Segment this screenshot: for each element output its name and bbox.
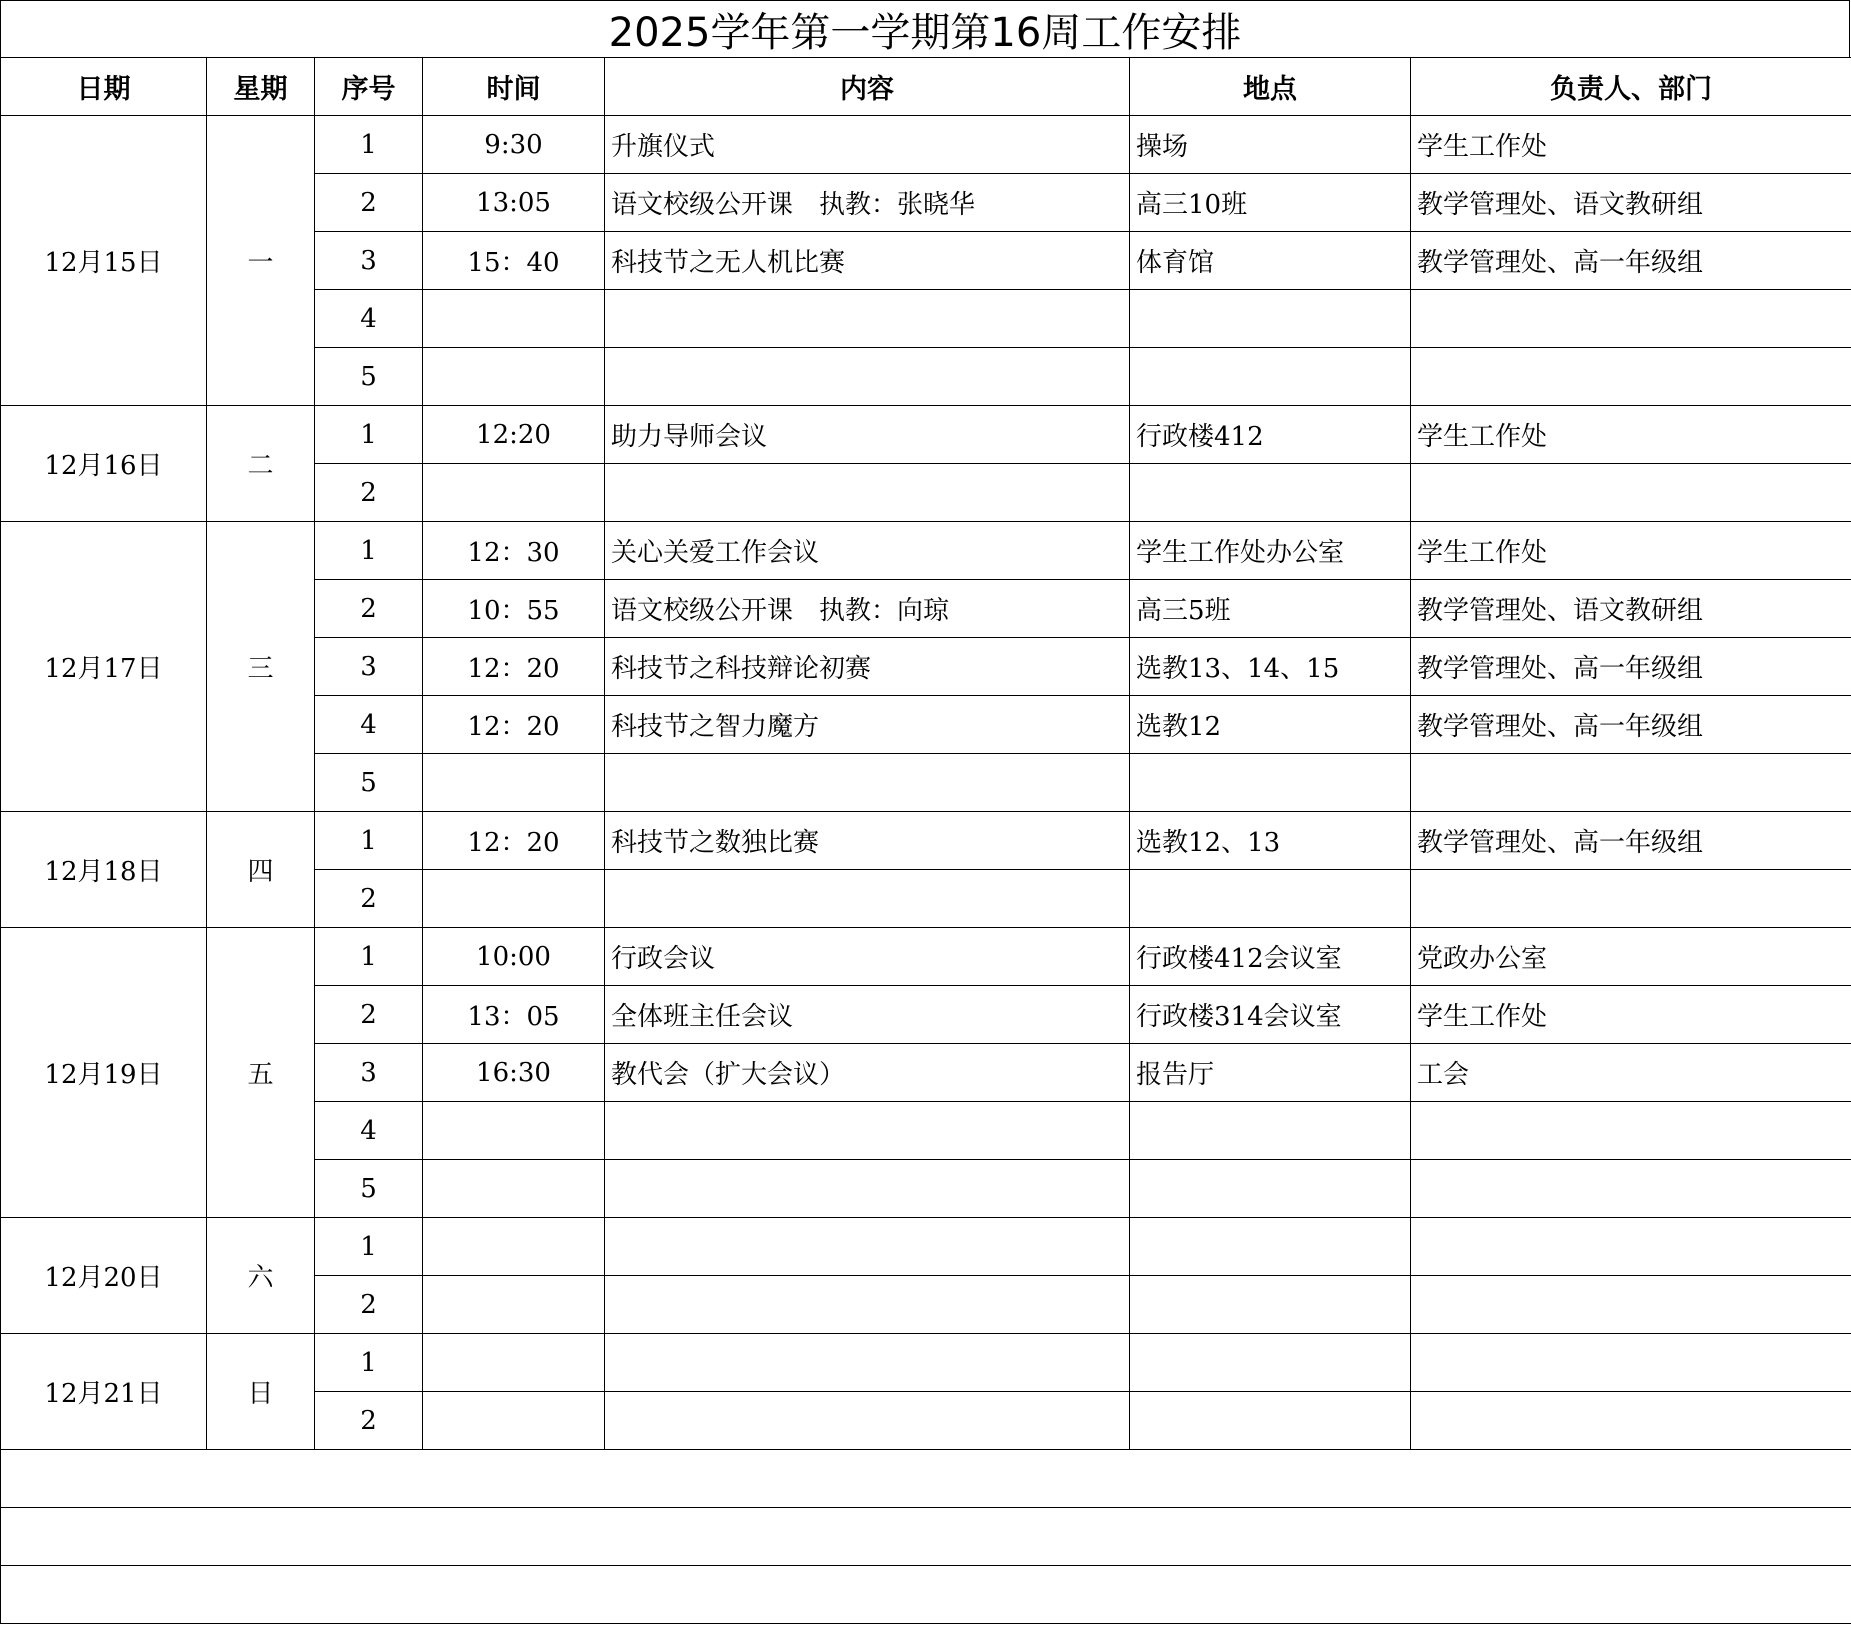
place-cell[interactable] <box>1130 1334 1411 1392</box>
place-cell[interactable]: 行政楼314会议室 <box>1130 986 1411 1044</box>
place-cell[interactable] <box>1130 754 1411 812</box>
content-cell[interactable] <box>605 754 1130 812</box>
date-cell[interactable]: 12月21日 <box>1 1334 207 1450</box>
table-row <box>1 812 1851 870</box>
seq-cell[interactable]: 2 <box>315 464 423 522</box>
blank-cell[interactable] <box>1 1450 1851 1508</box>
owner-cell[interactable]: 党政办公室 <box>1411 928 1851 986</box>
place-cell[interactable]: 选教12、13 <box>1130 812 1411 870</box>
time-cell[interactable] <box>423 348 605 406</box>
blank-cell[interactable] <box>1 1508 1851 1566</box>
owner-cell[interactable] <box>1411 1218 1851 1276</box>
table-row <box>1 1334 1851 1392</box>
place-cell[interactable] <box>1130 348 1411 406</box>
time-cell[interactable]: 12：20 <box>423 812 605 870</box>
seq-cell[interactable]: 3 <box>315 638 423 696</box>
seq-cell[interactable]: 1 <box>315 812 423 870</box>
owner-cell[interactable] <box>1411 870 1851 928</box>
content-cell[interactable] <box>605 870 1130 928</box>
date-cell[interactable]: 12月18日 <box>1 812 207 928</box>
schedule-body <box>1 116 1851 1450</box>
content-cell[interactable]: 科技节之科技辩论初赛 <box>605 638 1130 696</box>
owner-cell[interactable]: 教学管理处、语文教研组 <box>1411 580 1851 638</box>
table-row <box>1 928 1851 986</box>
seq-cell[interactable]: 2 <box>315 580 423 638</box>
place-cell[interactable] <box>1130 1102 1411 1160</box>
time-cell[interactable] <box>423 1334 605 1392</box>
owner-cell[interactable]: 教学管理处、高一年级组 <box>1411 696 1851 754</box>
owner-cell[interactable] <box>1411 754 1851 812</box>
blank-row <box>1 1566 1851 1624</box>
place-cell[interactable] <box>1130 1276 1411 1334</box>
time-cell[interactable] <box>423 290 605 348</box>
table-row <box>1 116 1851 174</box>
table-row <box>1 406 1851 464</box>
place-cell[interactable] <box>1130 1218 1411 1276</box>
date-cell[interactable]: 12月20日 <box>1 1218 207 1334</box>
seq-cell[interactable]: 2 <box>315 1392 423 1450</box>
content-cell[interactable] <box>605 464 1130 522</box>
weekday-cell[interactable]: 二 <box>207 406 315 522</box>
owner-cell[interactable] <box>1411 1334 1851 1392</box>
content-cell[interactable] <box>605 1392 1130 1450</box>
owner-cell[interactable]: 学生工作处 <box>1411 406 1851 464</box>
header-time[interactable]: 时间 <box>423 58 605 116</box>
place-cell[interactable]: 报告厅 <box>1130 1044 1411 1102</box>
content-cell[interactable]: 科技节之智力魔方 <box>605 696 1130 754</box>
date-cell[interactable]: 12月15日 <box>1 116 207 406</box>
seq-cell[interactable]: 1 <box>315 116 423 174</box>
content-cell[interactable]: 关心关爱工作会议 <box>605 522 1130 580</box>
owner-cell[interactable]: 学生工作处 <box>1411 116 1851 174</box>
content-cell[interactable]: 科技节之无人机比赛 <box>605 232 1130 290</box>
weekday-cell[interactable]: 三 <box>207 522 315 812</box>
time-cell[interactable]: 13：05 <box>423 986 605 1044</box>
header-weekday[interactable]: 星期 <box>207 58 315 116</box>
place-cell[interactable] <box>1130 1160 1411 1218</box>
time-cell[interactable]: 12：20 <box>423 638 605 696</box>
place-cell[interactable] <box>1130 464 1411 522</box>
seq-cell[interactable]: 4 <box>315 1102 423 1160</box>
time-cell[interactable]: 12：20 <box>423 696 605 754</box>
place-cell[interactable]: 选教13、14、15 <box>1130 638 1411 696</box>
weekday-cell[interactable]: 四 <box>207 812 315 928</box>
table-row <box>1 1218 1851 1276</box>
seq-cell[interactable]: 4 <box>315 290 423 348</box>
time-cell[interactable]: 16:30 <box>423 1044 605 1102</box>
time-cell[interactable] <box>423 870 605 928</box>
owner-cell[interactable]: 学生工作处 <box>1411 522 1851 580</box>
place-cell[interactable]: 学生工作处办公室 <box>1130 522 1411 580</box>
header-owner[interactable]: 负责人、部门 <box>1411 58 1851 116</box>
date-cell[interactable]: 12月17日 <box>1 522 207 812</box>
owner-cell[interactable] <box>1411 1276 1851 1334</box>
place-cell[interactable]: 选教12 <box>1130 696 1411 754</box>
time-cell[interactable] <box>423 1276 605 1334</box>
seq-cell[interactable]: 3 <box>315 232 423 290</box>
schedule-table <box>0 57 1851 1624</box>
owner-cell[interactable] <box>1411 1102 1851 1160</box>
table-row <box>1 522 1851 580</box>
owner-cell[interactable] <box>1411 1392 1851 1450</box>
owner-cell[interactable]: 学生工作处 <box>1411 986 1851 1044</box>
content-cell[interactable]: 科技节之数独比赛 <box>605 812 1130 870</box>
content-cell[interactable] <box>605 348 1130 406</box>
place-cell[interactable] <box>1130 1392 1411 1450</box>
place-cell[interactable]: 操场 <box>1130 116 1411 174</box>
time-cell[interactable]: 12:20 <box>423 406 605 464</box>
time-cell[interactable] <box>423 754 605 812</box>
content-cell[interactable] <box>605 1160 1130 1218</box>
place-cell[interactable] <box>1130 870 1411 928</box>
time-cell[interactable]: 9:30 <box>423 116 605 174</box>
place-cell[interactable]: 高三10班 <box>1130 174 1411 232</box>
time-cell[interactable]: 10:00 <box>423 928 605 986</box>
time-cell[interactable] <box>423 1160 605 1218</box>
seq-cell[interactable]: 5 <box>315 348 423 406</box>
time-cell[interactable] <box>423 1392 605 1450</box>
place-cell[interactable]: 体育馆 <box>1130 232 1411 290</box>
seq-cell[interactable]: 5 <box>315 1160 423 1218</box>
owner-cell[interactable] <box>1411 348 1851 406</box>
place-cell[interactable]: 行政楼412会议室 <box>1130 928 1411 986</box>
date-cell[interactable]: 12月16日 <box>1 406 207 522</box>
content-cell[interactable]: 语文校级公开课 执教：向琼 <box>605 580 1130 638</box>
time-cell[interactable] <box>423 1102 605 1160</box>
header-place[interactable]: 地点 <box>1130 58 1411 116</box>
weekday-cell[interactable]: 日 <box>207 1334 315 1450</box>
seq-cell[interactable]: 4 <box>315 696 423 754</box>
weekday-cell[interactable]: 六 <box>207 1218 315 1334</box>
content-cell[interactable]: 教代会（扩大会议） <box>605 1044 1130 1102</box>
seq-cell[interactable]: 2 <box>315 870 423 928</box>
seq-cell[interactable]: 3 <box>315 1044 423 1102</box>
content-cell[interactable] <box>605 1218 1130 1276</box>
content-cell[interactable]: 行政会议 <box>605 928 1130 986</box>
place-cell[interactable] <box>1130 290 1411 348</box>
place-cell[interactable]: 高三5班 <box>1130 580 1411 638</box>
owner-cell[interactable]: 工会 <box>1411 1044 1851 1102</box>
seq-cell[interactable]: 2 <box>315 986 423 1044</box>
weekday-cell[interactable]: 一 <box>207 116 315 406</box>
owner-cell[interactable] <box>1411 464 1851 522</box>
sheet-title[interactable]: 2025学年第一学期第16周工作安排 <box>0 0 1850 58</box>
owner-cell[interactable]: 教学管理处、高一年级组 <box>1411 638 1851 696</box>
content-cell[interactable]: 语文校级公开课 执教：张晓华 <box>605 174 1130 232</box>
owner-cell[interactable]: 教学管理处、高一年级组 <box>1411 232 1851 290</box>
content-cell[interactable]: 助力导师会议 <box>605 406 1130 464</box>
header-seq[interactable]: 序号 <box>315 58 423 116</box>
time-cell[interactable]: 13:05 <box>423 174 605 232</box>
seq-cell[interactable]: 1 <box>315 1334 423 1392</box>
content-cell[interactable] <box>605 1102 1130 1160</box>
seq-cell[interactable]: 1 <box>315 1218 423 1276</box>
time-cell[interactable]: 15：40 <box>423 232 605 290</box>
weekday-cell[interactable]: 五 <box>207 928 315 1218</box>
seq-cell[interactable]: 5 <box>315 754 423 812</box>
place-cell[interactable]: 行政楼412 <box>1130 406 1411 464</box>
time-cell[interactable]: 12：30 <box>423 522 605 580</box>
blank-row <box>1 1508 1851 1566</box>
content-cell[interactable] <box>605 1334 1130 1392</box>
content-cell[interactable]: 升旗仪式 <box>605 116 1130 174</box>
time-cell[interactable] <box>423 1218 605 1276</box>
blank-row <box>1 1450 1851 1508</box>
time-cell[interactable] <box>423 464 605 522</box>
header-row <box>1 58 1851 116</box>
seq-cell[interactable]: 1 <box>315 406 423 464</box>
header-date[interactable]: 日期 <box>1 58 207 116</box>
seq-cell[interactable]: 1 <box>315 522 423 580</box>
blank-cell[interactable] <box>1 1566 1851 1624</box>
seq-cell[interactable]: 2 <box>315 174 423 232</box>
seq-cell[interactable]: 1 <box>315 928 423 986</box>
owner-cell[interactable] <box>1411 290 1851 348</box>
owner-cell[interactable] <box>1411 1160 1851 1218</box>
content-cell[interactable]: 全体班主任会议 <box>605 986 1130 1044</box>
header-content[interactable]: 内容 <box>605 58 1130 116</box>
content-cell[interactable] <box>605 290 1130 348</box>
owner-cell[interactable]: 教学管理处、高一年级组 <box>1411 812 1851 870</box>
date-cell[interactable]: 12月19日 <box>1 928 207 1218</box>
seq-cell[interactable]: 2 <box>315 1276 423 1334</box>
owner-cell[interactable]: 教学管理处、语文教研组 <box>1411 174 1851 232</box>
content-cell[interactable] <box>605 1276 1130 1334</box>
time-cell[interactable]: 10：55 <box>423 580 605 638</box>
